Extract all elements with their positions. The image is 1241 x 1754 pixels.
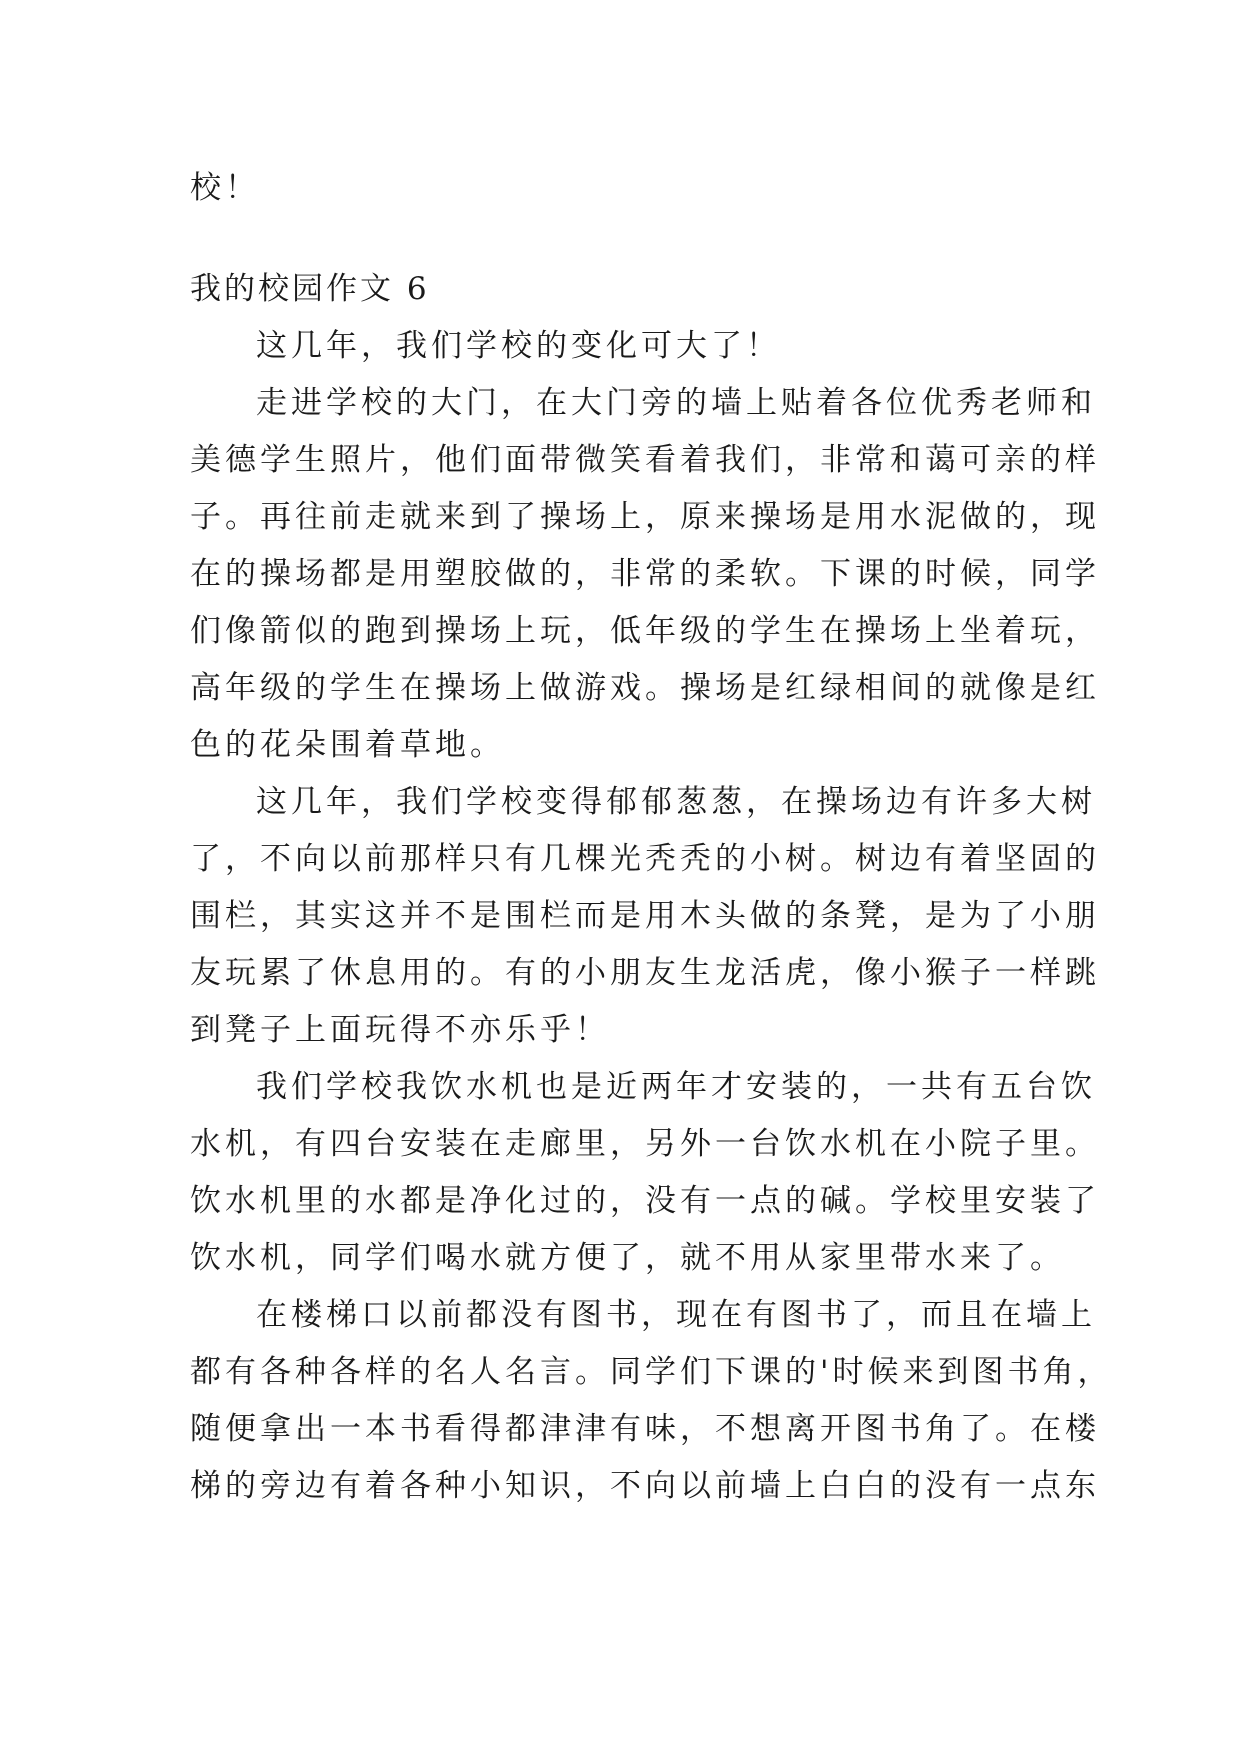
paragraph-line: 都有各种各样的名人名言。同学们下课的'时候来到图书角，: [190, 1354, 1113, 1390]
paragraph-line: 到凳子上面玩得不亦乐乎！: [190, 1012, 610, 1048]
paragraph-line: 这几年，我们学校的变化可大了！: [256, 328, 781, 364]
continuation-text: 校！: [190, 170, 260, 206]
paragraph-line: 友玩累了休息用的。有的小朋友生龙活虎，像小猴子一样跳: [190, 955, 1100, 991]
paragraph-line: 美德学生照片，他们面带微笑看着我们，非常和蔼可亲的样: [190, 442, 1100, 478]
paragraph-line: 这几年，我们学校变得郁郁葱葱，在操场边有许多大树: [256, 784, 1096, 820]
paragraph-line: 围栏，其实这并不是围栏而是用木头做的条凳，是为了小朋: [190, 898, 1100, 934]
paragraph-line: 饮水机里的水都是净化过的，没有一点的碱。学校里安装了: [190, 1183, 1100, 1219]
paragraph-line: 水机，有四台安装在走廊里，另外一台饮水机在小院子里。: [190, 1126, 1100, 1162]
paragraph-line: 子。再往前走就来到了操场上，原来操场是用水泥做的，现: [190, 499, 1100, 535]
paragraph-line: 梯的旁边有着各种小知识，不向以前墙上白白的没有一点东: [190, 1468, 1100, 1504]
paragraph-line: 在楼梯口以前都没有图书，现在有图书了，而且在墙上: [256, 1297, 1096, 1333]
paragraph-line: 高年级的学生在操场上做游戏。操场是红绿相间的就像是红: [190, 670, 1100, 706]
paragraph-line: 随便拿出一本书看得都津津有味，不想离开图书角了。在楼: [190, 1411, 1100, 1447]
paragraph-line: 色的花朵围着草地。: [190, 727, 505, 763]
paragraph-line: 走进学校的大门，在大门旁的墙上贴着各位优秀老师和: [256, 385, 1096, 421]
paragraph-line: 我们学校我饮水机也是近两年才安装的，一共有五台饮: [256, 1069, 1096, 1105]
paragraph-line: 了，不向以前那样只有几棵光秃秃的小树。树边有着坚固的: [190, 841, 1100, 877]
essay-title: 我的校园作文 6: [190, 271, 430, 307]
paragraph-line: 饮水机，同学们喝水就方便了，就不用从家里带水来了。: [190, 1240, 1065, 1276]
paragraph-line: 们像箭似的跑到操场上玩，低年级的学生在操场上坐着玩，: [190, 613, 1100, 649]
paragraph-line: 在的操场都是用塑胶做的，非常的柔软。下课的时候，同学: [190, 556, 1100, 592]
